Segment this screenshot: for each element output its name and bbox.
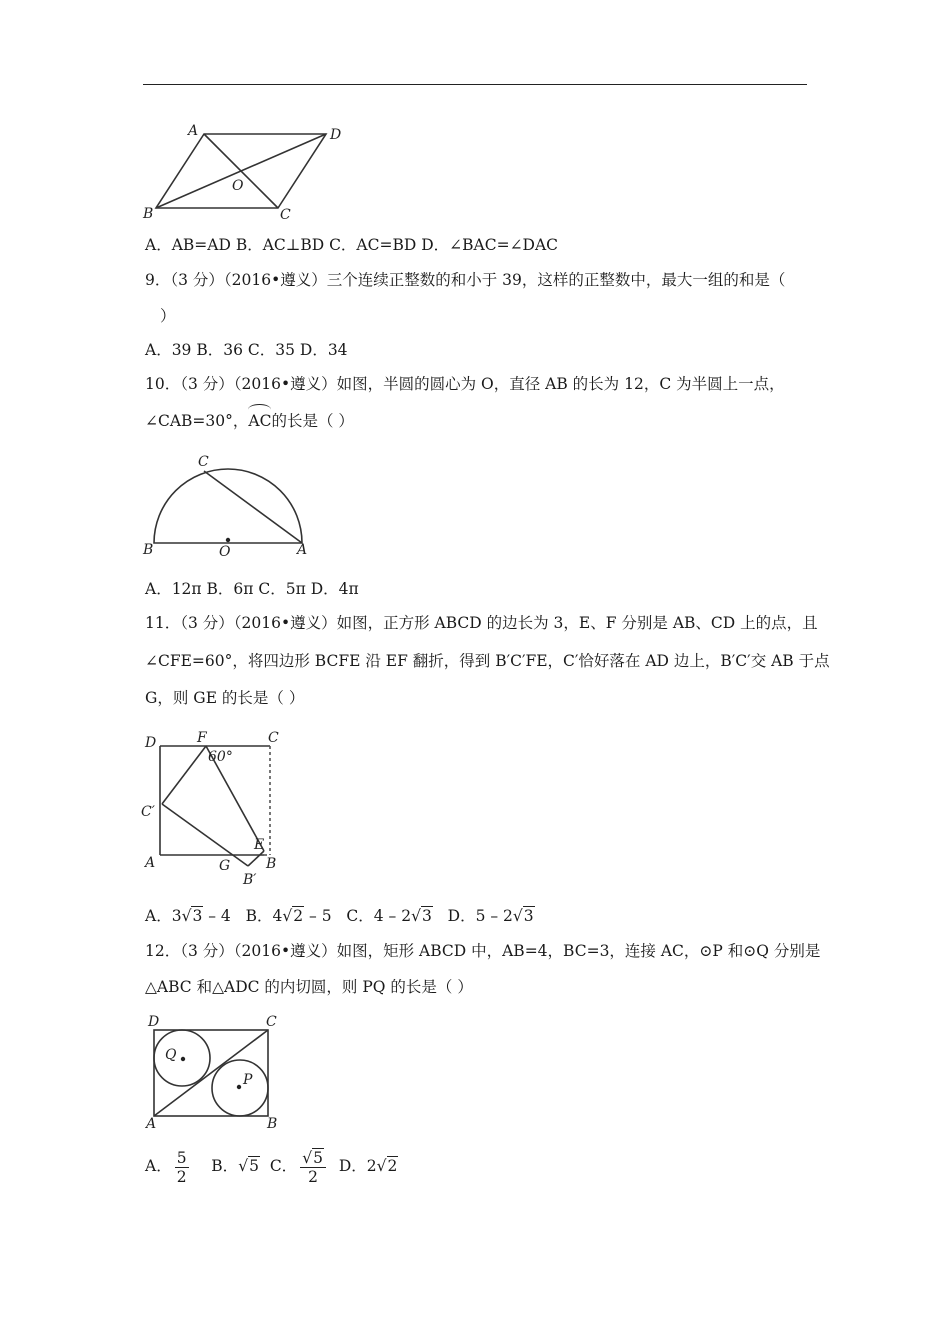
arc-symbol-icon <box>248 404 271 415</box>
q12-label-p: P <box>243 1072 253 1088</box>
q11-label-b: B <box>266 856 277 872</box>
q10-stem-line2 <box>145 411 354 431</box>
sqrt-b: √2 <box>282 907 304 925</box>
q11-label-d: D <box>145 735 157 751</box>
q12-label-d: D <box>148 1014 160 1030</box>
q12-stem-line2: △ABC 和△ADC 的内切圆，则 PQ 的长是（ ） <box>145 978 473 996</box>
q10-label-c: C <box>198 454 209 470</box>
q11-options: A．3√3 – 4 B．4√2 – 5 C．4 – 2√3 D．5 – 2√3 <box>145 907 534 925</box>
q10-stem-tail: 的长是（ ） <box>271 412 354 430</box>
q10-figure-semicircle <box>140 450 320 562</box>
q10-label-a: A <box>297 542 308 558</box>
q8-label-c: C <box>280 207 291 222</box>
q8-label-b: B <box>143 206 154 222</box>
q12-label-c: C <box>266 1014 277 1030</box>
q12-label-b: B <box>267 1116 278 1132</box>
sqrt-c: √3 <box>411 907 432 925</box>
q12-stem-line1: 12．（3 分）（2016•遵义）如图，矩形 ABCD 中，AB=4，BC=3，连接 AC，⊙P 和⊙Q 分别是 <box>145 942 821 960</box>
q10-label-o: O <box>219 544 231 560</box>
q8-figure-parallelogram <box>140 122 360 222</box>
sqrt-d: √2 <box>376 1157 398 1175</box>
q11-label-a: A <box>145 855 156 871</box>
q10-stem-line1: 10．（3 分）（2016•遵义）如图，半圆的圆心为 O，直径 AB 的长为 12，C 为半圆上一点， <box>145 375 785 393</box>
q11-label-b-prime: B′ <box>243 872 257 888</box>
q9-stem-line1: 9．（3 分）（2016•遵义）三个连续正整数的和小于 39，这样的正整数中，最大一组的和是（ <box>145 271 786 289</box>
sqrt-d: √3 <box>512 907 534 925</box>
q11-stem-line3: G，则 GE 的长是（ ） <box>145 689 305 707</box>
q11-label-c-prime: C′ <box>141 804 155 820</box>
q11-label-c: C <box>268 730 279 746</box>
q8-options: A．AB=AD B．AC⊥BD C．AC=BD D．∠BAC=∠DAC <box>145 236 559 254</box>
sqrt-a: √3 <box>181 907 203 925</box>
q11-stem-line2: ∠CFE=60°，将四边形 BCFE 沿 EF 翻折，得到 B′C′FE，C′恰好落在 AD 边上，B′C′交 AB 于点 <box>145 652 830 670</box>
q11-stem-line1: 11．（3 分）（2016•遵义）如图，正方形 ABCD 的边长为 3，E、F 分别是 AB、CD 上的点，且 <box>145 614 818 632</box>
q8-label-o: O <box>232 178 244 194</box>
q11-label-e: E <box>254 837 265 853</box>
q10-arc-label: AC <box>248 411 271 431</box>
q8-label-d: D <box>330 127 342 143</box>
q11-label-g: G <box>219 858 231 874</box>
sqrt-b: √5 <box>238 1157 259 1175</box>
q9-stem-line2: ） <box>160 307 176 325</box>
q11-figure-folded-square <box>140 728 300 888</box>
q10-options: A．12π B．6π C．5π D．4π <box>145 580 359 598</box>
q9-options: A．39 B．36 C．35 D．34 <box>145 341 348 359</box>
q10-angle-text: ∠CAB=30°， <box>145 412 249 430</box>
q12-label-a: A <box>146 1116 157 1132</box>
q12-label-q: Q <box>165 1047 177 1063</box>
q10-label-b: B <box>143 542 154 558</box>
fraction-c: $\frac{√5}{2}$ <box>300 1149 326 1186</box>
q11-label-angle: 60° <box>208 749 233 765</box>
fraction-a: $\frac{5}{2}$ <box>176 1148 187 1186</box>
q11-label-f: F <box>197 730 207 746</box>
q12-figure-rectangle-incircles <box>140 1014 290 1134</box>
q8-label-a: A <box>188 123 199 139</box>
header-rule <box>143 84 807 85</box>
q12-options: A． $\frac{5}{2}$ B．√5 C． $\frac{√5}{2}$ D．2√2 <box>145 1146 398 1186</box>
